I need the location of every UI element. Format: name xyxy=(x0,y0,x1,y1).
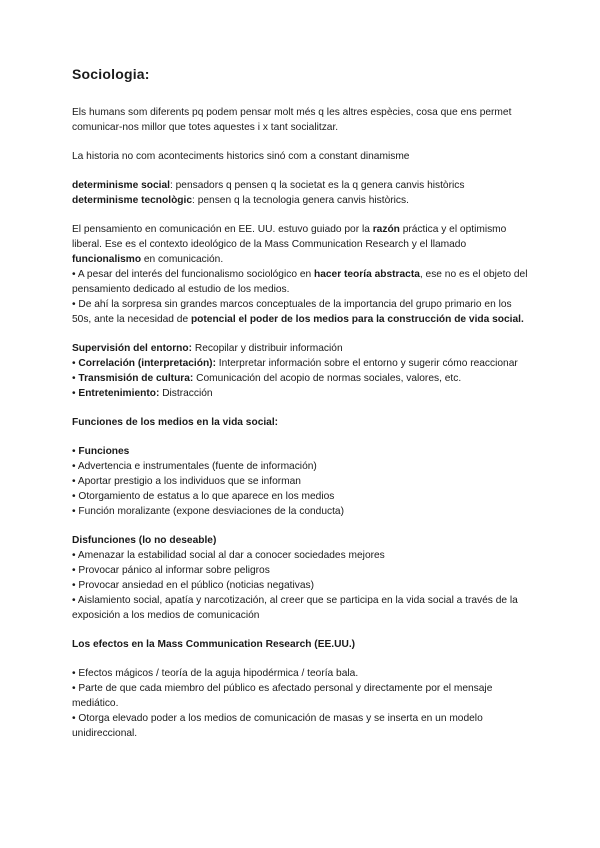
function-item-2 xyxy=(72,356,532,371)
determinism-social-text: : pensadors q pensen q la societat es la q genera canvis històrics xyxy=(169,180,465,191)
bold-run: funcionalismo xyxy=(72,254,142,265)
media-functions-heading: Funciones de los medios en la vida social: xyxy=(72,417,279,428)
text-run: • De ahí la sorpresa sin grandes marcos conceptuales de la importancia del grupo primario en los 50s, ante la necesidad de xyxy=(72,299,512,325)
function-text: Interpretar información sobre el entorno y sugerir cómo reaccionar xyxy=(215,358,518,369)
list-item: • Función moralizante (expone desviaciones de la conducta) xyxy=(72,506,344,517)
functions-subheading xyxy=(72,444,532,459)
bold-run: potencial el poder de los medios para la construcción de vida social. xyxy=(190,314,524,325)
function-text: Comunicación del acopio de normas sociales, valores, etc. xyxy=(193,373,462,384)
list-item: • Efectos mágicos / teoría de la aguja hipodérmica / teoría bala. xyxy=(72,668,359,679)
bullet: • xyxy=(72,388,79,399)
function-item-3 xyxy=(72,371,532,386)
determinism-social xyxy=(72,178,532,193)
function-term: Supervisión del entorno: xyxy=(72,343,192,354)
list-item: • Otorga elevado poder a los medios de comunicación de masas y se inserta en un modelo unidireccional. xyxy=(72,713,483,739)
list-item: • Parte de que cada miembro del público es afectado personal y directamente por el mensaje mediático. xyxy=(72,683,493,709)
function-term: Entretenimiento: xyxy=(78,388,160,399)
list-item: • Advertencia e instrumentales (fuente de información) xyxy=(72,461,317,472)
bullet: • xyxy=(72,373,79,384)
dysfunctions-heading: Disfunciones (lo no deseable) xyxy=(72,535,217,546)
function-term: Transmisión de cultura: xyxy=(78,373,194,384)
determinism-tech-text: : pensen q la tecnologia genera canvis històrics. xyxy=(192,195,409,206)
text-run: El pensamiento en comunicación en EE. UU. estuvo guiado por la xyxy=(72,224,373,235)
function-item-1 xyxy=(72,341,532,356)
text-run: • A pesar del interés del funcionalismo sociológico en xyxy=(72,269,314,280)
intro-paragraph-1: Els humans som diferents pq podem pensar molt més q les altres espècies, cosa que ens permet comunicar-nos millor que totes aquestes i x tant socialitzar. xyxy=(72,107,512,133)
effects-heading: Los efectos en la Mass Communication Research (EE.UU.) xyxy=(72,639,356,650)
list-item: • Amenazar la estabilidad social al dar a conocer sociedades mejores xyxy=(72,550,385,561)
determinism-tech-term: determinisme tecnològic xyxy=(72,195,193,206)
determinism-social-term: determinisme social xyxy=(72,180,170,191)
text-run: , ese no es el objeto del pensamiento dedicado al estudio de los medios. xyxy=(72,269,528,295)
function-text: Recopilar y distribuir información xyxy=(192,343,343,354)
text-run: práctica y el optimismo liberal. Ese es el contexto ideológico de la Mass Communication Research y el llamado xyxy=(72,224,507,250)
functionalism-paragraph-2 xyxy=(72,267,532,297)
bullet: • xyxy=(72,358,79,369)
subheading-label: Funciones xyxy=(78,446,130,457)
bold-run: razón xyxy=(372,224,400,235)
text-run: en comunicación. xyxy=(141,254,224,265)
list-item: • Aislamiento social, apatía y narcotización, al creer que se participa en la vida social a través de la exposición a los medios de comunicación xyxy=(72,595,518,621)
list-item: • Aportar prestigio a los individuos que se informan xyxy=(72,476,301,487)
function-text: Distracción xyxy=(159,388,213,399)
function-term: Correlación (interpretación): xyxy=(78,358,216,369)
function-item-4 xyxy=(72,386,532,401)
list-item: • Otorgamiento de estatus a lo que aparece en los medios xyxy=(72,491,335,502)
list-item: • Provocar ansiedad en el público (noticias negativas) xyxy=(72,580,314,591)
bullet: • xyxy=(72,446,79,457)
page-title: Sociologia: xyxy=(72,66,150,82)
bold-run: hacer teoría abstracta xyxy=(313,269,420,280)
list-item: • Provocar pánico al informar sobre peligros xyxy=(72,565,270,576)
functionalism-paragraph-1 xyxy=(72,222,532,267)
functionalism-paragraph-3 xyxy=(72,297,532,327)
intro-paragraph-2: La historia no com aconteciments historics sinó com a constant dinamisme xyxy=(72,151,410,162)
determinism-tech xyxy=(72,193,532,208)
document-page xyxy=(72,66,532,741)
